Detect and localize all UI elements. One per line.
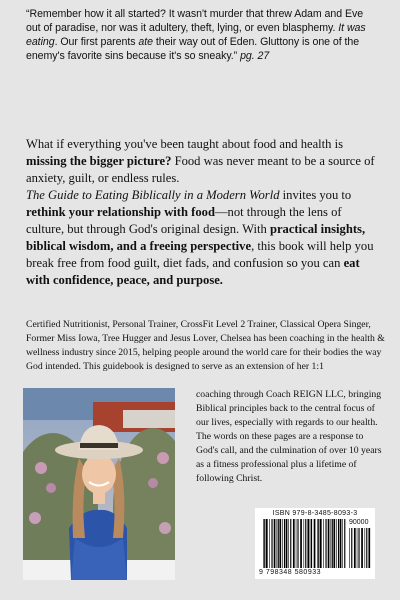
price-code: 90000	[349, 519, 369, 526]
isbn-barcode	[255, 508, 375, 579]
isbn-label: ISBN 979-8-3485-8093-3	[272, 510, 358, 517]
description-text: What if everything you've been taught about food and health is	[26, 137, 344, 151]
quote-emphasis-2: ate	[138, 36, 153, 48]
description-bold: missing the bigger picture?	[26, 154, 172, 168]
quote-text-1: “Remember how it all started? It wasn't murder that threw Adam and Eve out of paradise, nor was it adultery, theft, lying, or even blasphemy.	[26, 8, 364, 34]
author-bio-continued: coaching through Coach REIGN LLC, bringing Biblical principles back to the central focus of our lives, especially with regards to our health. The words on these pages are a response to God's call, and the culmination of over 10 years as a fitness professional plus a lifetime of following Christ.	[196, 389, 382, 484]
author-photo	[23, 388, 175, 580]
book-description	[26, 136, 380, 289]
quote-text-2: . Our first parents	[54, 36, 139, 48]
pull-quote	[26, 7, 378, 63]
book-title: The Guide to Eating Biblically in a Modern World	[26, 188, 280, 202]
description-bold: practical insights, biblical wisdom, and a freeing perspective	[26, 222, 366, 253]
description-text: , this book will help you break free from food guilt, diet fads, and confusion so you can	[26, 239, 374, 270]
quote-citation: pg. 27	[240, 50, 270, 62]
description-bold: eat with confidence, peace, and purpose.	[26, 256, 360, 287]
description-text: Food was never meant to be a source of anxiety, guilt, or endless rules.	[26, 154, 375, 185]
author-photo-illustration	[23, 388, 175, 580]
description-text: invites you to	[279, 188, 352, 202]
description-paragraph-1	[26, 136, 380, 187]
description-paragraph-2	[26, 187, 380, 289]
quote-text-3: their way out of Eden. Gluttony is one of the enemy's favorite sins because it's so sneaky.”	[26, 36, 360, 62]
description-text: —not through the lens of culture, but through God's original design. With	[26, 205, 342, 236]
description-bold: rethink your relationship with food	[26, 205, 215, 219]
quote-emphasis-1: It was eating	[26, 22, 366, 48]
barcode-digits: 9 798348 580933	[259, 569, 321, 576]
author-bio-top: Certified Nutritionist, Personal Trainer, CrossFit Level 2 Trainer, Classical Opera Singer, Former Miss Iowa, Tree Hugger and Jesus Lover, Chelsea has been coaching in the health & wellness industry since 2015, helping people around the world care for their bodies the way God intended. This guidebook is designed to serve as an extension of her 1:1	[26, 319, 385, 372]
